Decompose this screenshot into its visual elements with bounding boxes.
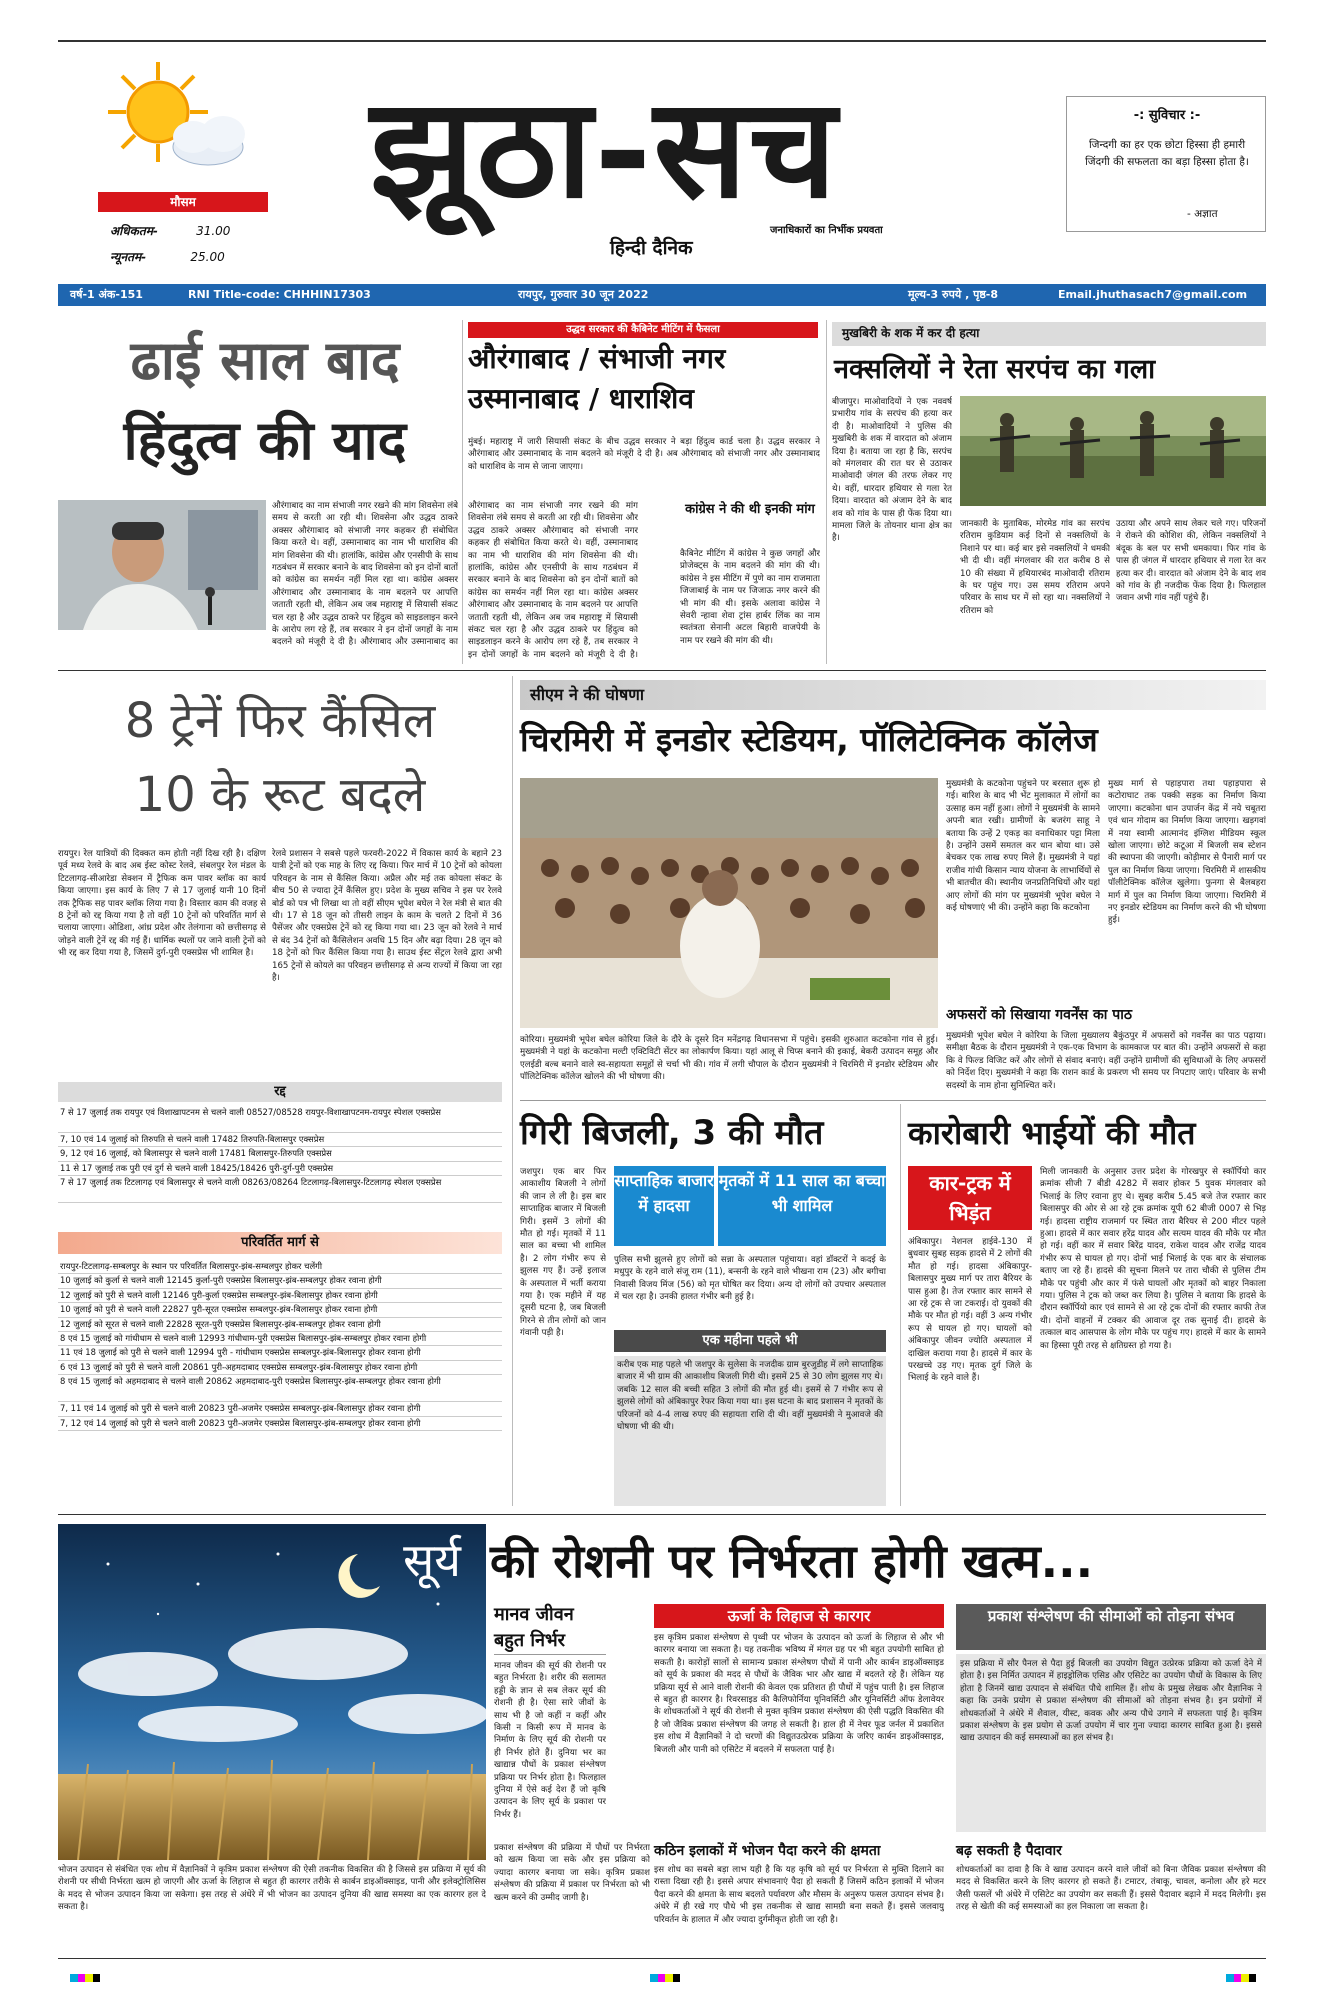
story2-lead: मुंबई। महाराष्ट्र में जारी सियासी संकट के बीच उद्धव सरकार ने बड़ा हिंदुत्व कार्ड चला है। उद्धव सरकार ने औरंगाबाद और उस्मानाबाद के नाम बदलने को मंजूरी दे दी है। अब औरंगाबाद को संभाजी नगर और उस्मानाबाद को धाराशिव के नाम से जाना जाएगा।	[468, 437, 820, 472]
story5-col1: मुख्यमंत्री के कटकोना पहुंचने पर बरसात शुरू हो गई। बारिश के बाद भी भेंट मुलाकात में लोगों का उत्साह कम नहीं हुआ। लोगों ने मुख्यमंत्री के सामने अपनी बात रखी। ग्रामीणों के बजरंग साहू ने बताया कि उन्हें 2 एकड़ का वनाधिकार पट्टा मिला है। उन्होंने उसमें समतल कर धान बोया था। उसे बेचकर एक लाख रुपए मिले हैं। मुख्यमंत्री ने यहां राजीव गांधी किसान न्याय योजना के लाभार्थियों से भी बातचीत की। स्थानीय जनप्रतिनिधियों और यहां आए लोगों की मांग पर मुख्यमंत्री भूपेश बघेल ने कई घोषणाएं भी की। उन्होंने कहा कि कटकोना	[946, 779, 1100, 914]
story5-sub-body: मुख्यमंत्री भूपेश बघेल ने कोरिया के जिला मुख्यालय बैकुंठपुर में अफसरों को गवर्नेंस का पाठ पढ़ाया। समीक्षा बैठक के दौरान मुख्यमंत्री ने एक-एक विभाग के कामकाज पर बात की। उन्होंने अफसरों से कहा कि वे फिल्ड विजिट करें और लोगों से संवाद बनाएं। वहीं उन्होंने ग्रामीणों की सुविधाओं के लिए अफसरों को निर्देश दिए। मुख्यमंत्री ने कहा कि राशन कार्ड के प्रकरण भी समय पर निपटाए जाएं। परिवार के सभी सदस्यों के नाम होना सुनिश्चित करें।	[946, 1031, 1266, 1091]
issue-number: वर्ष-1 अंक-151	[70, 288, 143, 301]
story1-body: औरंगाबाद का नाम संभाजी नगर रखने की मांग शिवसेना लंबे समय से करती आ रही थी। शिवसेना और उद्धव ठाकरे अक्सर औरंगाबाद को संभाजी नगर कहकर ही संबोधित किया करते थे। वहीं, उस्मानाबाद का नाम भी धाराशिव की मांग शिवसेना की थी। हालांकि, कांग्रेस और एनसीपी के साथ गठबंधन में सरकार बनाने के बाद शिवसेना को इन दोनों बातों को कांग्रेस का समर्थन नहीं मिल रहा था। कांग्रेस अक्सर औरंगाबाद और उस्मानाबाद के नाम बदलने पर आपत्ति जताती रहती थी, लेकिन अब जब महाराष्ट्र में सियासी संकट चल रहा है और उद्धव ठाकरे पर हिंदुत्व को साइडलाइन करने के आरोप लग रहे हैं, तब सरकार ने इन दोनों जगहों के नाम बदलने को मंजूरी दे दी है। औरंगाबाद और उस्मानाबाद का	[272, 501, 458, 648]
dateline: रायपुर, गुरुवार 30 जून 2022	[518, 288, 649, 301]
email-link[interactable]: Email.jhuthasach7@gmail.com	[1058, 288, 1248, 301]
story8-box1-body: इस कृत्रिम प्रकाश संश्लेषण से पृथ्वी पर भोजन के उत्पादन को ऊर्जा के लिहाज से और भी कारगर बनाया जा सकता है। यह तकनीक भविष्य में मंगल ग्रह पर भी बहुत उपयोगी साबित हो सकती है। कारोड़ों सालों से सामान्य प्रकाश संश्लेषण पौधों में पानी और कार्बन डाइऑक्साइड को सूर्य के प्रकाश की मदद से पौधों के जैविक भार और खाद्य में बदलते रहे हैं। लेकिन यह प्रक्रिया सूर्य से आने वाली रोशनी की केवल एक प्रतिशत ही पौधों में पहुंच पाती है। इस लिहाज से बहुत ही कारगर है। रिवरसाइड की कैलिफोर्निया यूनिवर्सिटी और यूनिवर्सिटी ऑफ डेलावेयर के शोधकर्ताओं ने सूर्य की रोशनी से मुक्त कृत्रिम प्रकाश संश्लेषण की ऐसी पद्धति विकसित की है जो जैविक प्रकाश संश्लेषण की जगह ले सकती है। हाल ही में नेचर फूड जर्नल में प्रकाशित इस शोध में वैज्ञानिकों ने दो चरणों की विद्युतउत्प्रेरक प्रक्रिया के जरिए कार्बन डाइऑक्साइड, बिजली और पानी को एसिटेट में बदलने में सफलता पाई है।	[654, 1633, 944, 1755]
story7-badge: कार-ट्रक में भिड़ंत	[908, 1166, 1032, 1230]
story4-col2: रेलवे प्रशासन ने सबसे पहले फरवरी-2022 में विकास कार्य के बहाने 23 यात्री ट्रेनों को एक माह के लिए रद्द किया। फिर मार्च में 10 ट्रेनों को कोयला परिवहन के नाम से कैंसिल किया। अप्रैल और मई तक कोयला संकट के बीच 50 से ज्यादा ट्रेनें कैंसिल हुए। प्रदेश के मुख्य सचिव ने इस पर रेलवे बोर्ड को पत्र भी लिखा था तो वहीं सीएम भूपेश बघेल ने रेल मंत्री से बात की थी। 17 से 18 जून को तीसरी लाइन के काम के चलते 2 दिनों में 36 पैसेंजर और एक्सप्रेस ट्रेनें को रद्द किया गया था। 23 जून को रेलवे ने मार्च से बंद 34 ट्रेनों को कैंसिलेशन अवधि 15 दिन और बढ़ा दिया। 28 जून को 18 ट्रेनों को फिर कैंसिल किया गया है। साउथ ईस्ट सेंट्रल रेलवे द्वारा अभी 165 ट्रेनों से कोयले का परिवहन छत्तीसगढ़ से अन्य राज्यों में किया जा रहा है।	[272, 849, 502, 984]
list-item: 11 से 17 जुलाई तक पुरी एवं दुर्ग से चलने वाली 18425/18426 पुरी-दुर्ग-पुरी एक्सप्रेस	[58, 1162, 502, 1176]
story7-col2: मिली जानकारी के अनुसार उत्तर प्रदेश के गोरखपुर से स्कॉर्पियो कार क्रमांक सीजी 7 बीडी 4282 में सवार होकर 5 युवक मंगलवार को भिलाई के लिए रवाना हुए थे। सुबह करीब 5.45 बजे तेज रफ्तार कार बिलासपुर की ओर से आ रहे ट्रक क्रमांक यूपी 62 बीजी 0007 से भिड़ गई। हादसा राष्ट्रीय राजमार्ग पर स्थित तारा बैरियर से 200 मीटर पहले हुआ। हादसे में कार सवार हरेंद्र यादव और सत्यम यादव की मौके पर मौत हो गई। वहीं कार में सवार बिरेंद्र यादव, राकेश यादव और राजेंद्र यादव गंभीर रूप से घायल हो गए। दोनों भाई भिलाई के एक बार के संचालक बताए जा रहे हैं। हादसे की सूचना मिलने पर तारा चौकी से पुलिस टीम मौके पर पहुंची और कार में फंसे घायलों और मृतकों को बाहर निकाला गया। पुलिस ने ट्रक को जब्त कर लिया है। पुलिस ने बताया कि हादसे के दौरान स्कॉर्पियो कार एवं सामने से आ रहे ट्रक दोनों की रफ्तार काफी तेज थी। दोनों वाहनों में टक्कर की आवाज दूर तक सुनाई दी। हादसे के तत्काल बाद आसपास के लोग मौके पर पहुंच गए। हादसे में कार के सामने का हिस्सा पूरी तरह से क्षतिग्रस्त हो गया है।	[1040, 1167, 1266, 1351]
story6-badge2: मृतकों में 11 साल का बच्चा भी शामिल	[718, 1166, 886, 1246]
story8-box3-head: कठिन इलाकों में भोजन पैदा करने की क्षमता	[654, 1843, 881, 1859]
story1-headline-line2: हिंदुत्व की याद	[123, 408, 407, 472]
story8-headline-prefix: सूर्य	[403, 1533, 461, 1587]
story8-box2-body: इस प्रक्रिया में सौर पैनल से पैदा हुई बिजली का उपयोग विद्युत उत्प्रेरक प्रक्रिया को ऊर्जा देने में होता है। इस निर्मित उत्पादन में हाइड्रोलिक एसिड और एसिटेट का उपयोग पौधों के विकास के लिए होता है जिनमें खाद्य उत्पादन से संबंधित पौधे शामिल हैं। शोध के प्रमुख लेखक और वैज्ञानिक ने कहा कि उनके प्रयोग से प्रकाश संश्लेषण की सीमाओं को तोड़ना संभव है। इन प्रयोगों में शोधकर्ताओं ने अंधेरे में शैवाल, यीस्ट, कवक और अन्य पौधे उगाने में सफलता पाई है। कृत्रिम प्रकाश संश्लेषण के इस प्रयोग से ऊर्जा उपयोग में चार गुना ज्यादा कारगर साबित हुआ है। इससे खाद्य उत्पादन की कई समस्याओं का हल संभव है।	[956, 1654, 1266, 1832]
thought-author: - अज्ञात	[1187, 208, 1218, 220]
story8-photo-caption: भोजन उत्पादन से संबंधित एक शोध में वैज्ञानिकों ने कृत्रिम प्रकाश संश्लेषण की ऐसी तकनीक विकसित की है जिससे इस प्रक्रिया में सूर्य की रोशनी पर सीधी निर्भरता खत्म हो जाएगी और ऊर्जा के लिहाज से बहुत ही कारगर तरीके से कार्बन डाइऑक्साइड, पानी और इलेक्ट्रोलिसिस के मदद से भोजन उत्पादन किया जा सकेगा। इस तरह से अंधेरे में भी भोजन का उत्पादन दुनिया की खाद्य समस्या का एक कारगर हल दे सकता है।	[58, 1865, 486, 1913]
top-rule	[58, 40, 1266, 42]
uddhav-thackeray-photo	[58, 500, 266, 630]
story8-box3-body: इस शोध का सबसे बड़ा लाभ यही है कि यह कृषि को सूर्य पर निर्भरता से मुक्ति दिलाने का रास्ता दिखा रही है। इससे अपार संभावनाएं पैदा हो सकती हैं जिसमें कठिन इलाकों में भोजन पैदा करने की क्षमता के साथ बदलते पर्यावरण और मौसम के अनुरूप फसल उत्पादन संभव है। अंधेरे में ही रखे गए पौधे भी इस तकनीक से खाद्य सामग्री बना सकते हैं। इससे जलवायु परिवर्तन के हालात में और ज्यादा दुर्गमीकृत होती जा रही है।	[654, 1865, 944, 1925]
story5-headline: चिरमिरी में इनडोर स्टेडियम, पॉलिटेक्निक कॉलेज	[520, 720, 1098, 759]
price: मूल्य-3 रुपये , पृष्ठ-8	[908, 288, 999, 301]
story2-body: औरंगाबाद का नाम संभाजी नगर रखने की मांग शिवसेना लंबे समय से करती आ रही थी। शिवसेना और उद्धव ठाकरे अक्सर औरंगाबाद को संभाजी नगर कहकर ही संबोधित किया करते थे। वहीं, उस्मानाबाद का नाम भी धाराशिव की मांग शिवसेना की थी। हालांकि, कांग्रेस और एनसीपी के साथ गठबंधन में सरकार बनाने के बाद शिवसेना को इन दोनों बातों को कांग्रेस का समर्थन नहीं मिल रहा था। कांग्रेस अक्सर औरंगाबाद और उस्मानाबाद के नाम बदलने पर आपत्ति जताती रहती थी, लेकिन अब जब महाराष्ट्र में सियासी संकट चल रहा है और उद्धव ठाकरे पर हिंदुत्व को साइडलाइन करने के आरोप लग रहे हैं, तब सरकार ने इन दोनों जगहों के नाम बदलने को मंजूरी दे दी है।	[468, 501, 638, 660]
rerouted-head: परिवर्तित मार्ग से	[58, 1232, 502, 1254]
cm-meeting-photo	[520, 778, 938, 1028]
story5-sub-head: अफसरों को सिखाया गवर्नेंस का पाठ	[946, 1007, 1132, 1023]
list-item: 12 जुलाई को पुरी से चलने वाली 12146 पुरी-कुर्ला एक्सप्रेस सम्बलपुर-झंब-बिलासपुर होकर रवाना होगी	[58, 1289, 502, 1303]
story6-col1: जशपुर। एक बार फिर आकाशीय बिजली ने लोगों की जान ले ली है। इस बार साप्ताहिक बाजार में बिजली गिरी। इसमें 3 लोगों की मौत हो गई। मृतकों में 11 साल का बच्चा भी शामिल है। 2 लोग गंभीर रूप से झुलस गए हैं। उन्हें इलाज के अस्पताल में भर्ती कराया गया है। एक महीने में यह दूसरी घटना है, जब बिजली गिरने से तीन लोगों को जान गंवानी पड़ी है।	[520, 1167, 606, 1339]
list-item: 7 से 17 जुलाई तक टिटलागढ़ एवं बिलासपुर से चलने वाली 08263/08264 टिटलागढ़-बिलासपुर-टिटलागढ़ स्पेशल एक्सप्रेस	[58, 1176, 502, 1203]
thought-text: जिन्दगी का हर एक छोटा हिस्सा ही हमारी जिंदगी की सफलता का बड़ा हिस्सा होता है।	[1085, 139, 1249, 168]
newspaper-title: झूठा-सच	[370, 66, 839, 229]
story4-col1: रायपुर। रेल यात्रियों की दिक्कत कम होती नहीं दिख रही है। दक्षिण पूर्व मध्य रेलवे के बाद अब ईस्ट कोस्ट रेलवे, संबलपुर रेल मंडल के टिटलागढ़-सीआरेडा सेक्शन में ट्रैफिक कम पावर ब्लॉक का कार्य किया जाएगा। इस कार्य के लिए 7 से 17 जुलाई यानी 10 दिनों तक ट्रैफिक सह पावर ब्लॉक लिया गया है। विस्तार काम की वजह से 8 ट्रेनों को रद्द किया गया है तो वहीं 10 ट्रेनों को परिवर्तित मार्ग से चलाया जाएगा। ओडिशा, आंध्र प्रदेश और तेलंगाना को छत्तीसगढ़ से जोड़ने वाली ट्रेनें रद्द की गई हैं। धार्मिक स्थलों पर जाने वाली ट्रेनों को भी रद्द कर दिया गया है, जिसमें दुर्ग-पुरी एक्सप्रेस भी शामिल है।	[58, 849, 266, 959]
info-bar	[58, 284, 1266, 306]
thought-box	[1066, 96, 1266, 232]
story2-side-body: कैबिनेट मीटिंग में कांग्रेस ने कुछ जगहों और प्रोजेक्ट्स के नाम बदलने की मांग की थी। कांग्रेस ने इस मीटिंग में पुणे का नाम राजमाता जिजाबाई के नाम पर जिजाऊ नगर करने की भी मांग की थी। इसके अलावा कांग्रेस ने सेवरी न्हावा शेवा ट्रांस हार्बर लिंक का नाम स्वतंत्रता सेनानी अटल बिहारी वाजपेयी के नाम पर रखने की मांग की थी।	[680, 549, 820, 646]
list-item: रायपुर-टिटलागढ़-सम्बलपुर के स्थान पर परिवर्तित बिलासपुर-झंब-सम्बलपुर होकर चलेंगी	[58, 1260, 502, 1274]
cancelled-head: रद्द	[58, 1082, 502, 1102]
list-item: 8 एवं 15 जुलाई को अहमदाबाद से चलने वाली 20862 अहमदाबाद-पुरी एक्सप्रेस बिलासपुर-झंब-सम्बलपुर होकर रवाना होगी	[58, 1375, 502, 1402]
story3-kicker: मुखबिरी के शक में कर दी हत्या	[832, 322, 1266, 346]
story5-caption: कोरिया। मुख्यमंत्री भूपेश बघेल कोरिया जिले के दौरे के दूसरे दिन मनेंद्रगढ़ विधानसभा में पहुंचे। इसकी शुरुआत कटकोना गांव से हुई। मुख्यमंत्री ने यहां के कटकोना मल्टी एक्टिविटी सेंटर का लोकार्पण किया। यहां आलू से चिप्स बनाने की इकाई, बेकरी उत्पादन समूह और एलईडी बल्ब बनाने वाले स्व-सहायता समूहों से चर्चा भी की। गांव में लगी चौपाल के दौरान मुख्यमंत्री ने चिरमिरी में इनडोर स्टेडियम और पॉलिटेक्निक कॉलेज खोलने की भी घोषणा की।	[520, 1035, 938, 1083]
story8-intro-head: मानव जीवन बहुत निर्भर	[494, 1602, 606, 1655]
newspaper-tagline: जनाधिकारों का निर्भीक प्रयवता	[770, 225, 883, 236]
sun-cloud-icon	[98, 52, 268, 182]
story3-col2: जानकारी के मुताबिक, मोरमेड गांव का सरपंच रतिराम कुडियाम कई दिनों से नक्सलियों के निशाने पर था। कई बार इसे नक्सलियों ने धमकी भी दी थी। वहीं मंगलवार की रात करीब 8 से 10 की संख्या में हथियारबंद माओवादी रतिराम के घर पहुंच गए। उस समय रतिराम अपने परिवार के साथ घर में सो रहा था। नक्सलियों ने रतिराम को	[960, 519, 1110, 616]
weather-max: अधिकतम- 31.00	[110, 224, 231, 238]
list-item: 7, 10 एवं 14 जुलाई को तिरुपति से चलने वाली 17482 तिरुपति-बिलासपुर एक्सप्रेस	[58, 1133, 502, 1147]
story6-col2: पुलिस सभी झुलसे हुए लोगों को सन्ना के अस्पताल पहुंचाया। वहां डॉक्टरों ने कदई के मधुपुर के रहने वाले संजू राम (11), बन्सनी के रहने वाले भीखना राम (23) और बगीचा निवासी विजय मिंज (56) को मृत घोषित कर दिया। अन्य दो लोगों को उपचार अस्पताल में चल रहा है। उनकी हालत गंभीर बनी हुई है।	[614, 1255, 886, 1303]
rni-code: RNI Title-code: CHHHIN17303	[188, 288, 371, 301]
list-item: 7, 11 एवं 14 जुलाई को पुरी से चलने वाली 20823 पुरी-अजमेर एक्सप्रेस सम्बलपुर-झंब-बिलासपुर होकर रवाना होगी	[58, 1402, 502, 1416]
story5-kicker: सीएम ने की घोषणा	[520, 680, 1266, 710]
story2-side-head: कांग्रेस ने की थी इनकी मांग	[685, 502, 815, 517]
list-item: 7, 12 एवं 14 जुलाई को पुरी से चलने वाली 20823 पुरी-अजमेर एक्सप्रेस बिलासपुर-झंब-सम्बलपुर होकर रवाना होगी	[58, 1417, 502, 1431]
story2-headline-line1: औरंगाबाद / संभाजी नगर	[468, 342, 726, 375]
story3-col1: बीजापुर। माओवादियों ने एक नववर्ष प्रभारीय गांव के सरपंच की हत्या कर दी है। माओवादियों ने पुलिस की मुखबिरी के शक में वारदात को अंजाम दिया है। बताया जा रहा है कि, सरपंच को मंगलवार की रात घर से उठाकर माओवादी जंगल की तरफ लेकर गए थे। वहीं, धारदार हथियार से गला रेत दिया। वारदात को अंजाम देने के बाद शव को गांव के पास ही फेंक दिया था। मामला जिले के तोयनार थाना क्षेत्र का है।	[832, 397, 952, 544]
story5-col2: मुख्य मार्ग से पहाड़पारा तथा पहाड़पारा से कटोराघाट तक पक्की सड़क का निर्माण किया जाएगा। कटकोना धान उपार्जन केंद्र में नये चबूतरा एवं धान गोदाम का निर्माण किया जाएगा। खड़गवां में नया स्वामी आत्मानंद इंग्लिश मीडियम स्कूल खोला जाएगा। छोटे कटूआ में बिजली सब स्टेशन की स्थापना की जाएगी। कोड़ीमार से पैनारी मार्ग पर पुल का निर्माण किया जाएगा। चिरमिरी में शासकीय पॉलीटेक्निक कॉलेज खुलेगा। फुनगा से बैलबहरा मार्ग में पुल का निर्माण किया जाएगा। चिरमिरी में नए इनडोर स्टेडियम का निर्माण करने की भी घोषणा हुई।	[1108, 779, 1266, 926]
story6-sub-body: करीब एक माह पहले भी जशपुर के सुलेसा के नजदीक ग्राम बुरजुडीह में लगे साप्ताहिक बाजार में भी ग्राम की आकाशीय बिजली गिरी थी। इसमें 25 से 30 लोग झुलस गए थे। जबकि 12 साल की बच्ची सहित 3 लोगों की मौत हुई थी। इसमें से 7 गंभीर रूप से झुलसे लोगों को अंबिकापुर रेफर किया गया था। इस घटना के बाद प्रशासन ने मृतकों के परिजनों को 4-4 लाख रुपए की सहायता राशि दी थी। वहीं मुख्यमंत्री ने मुआवजे की घोषणा भी की थी।	[614, 1356, 886, 1506]
story8-intro-body: मानव जीवन की सूर्य की रोशनी पर बहुत निर्भरता है। शरीर की सलामत हड्डी के ज्ञान से सब लेकर सूर्य की रोशनी ही है। ऐसा सारे जीवों के साथ भी है जो कहीं न कहीं और किसी न किसी रूप में मानव के निर्माण के लिए सूर्य की रोशनी पर ही निर्भर होते हैं। दुनिया भर का खाद्यान्न पौधों के प्रकाश संश्लेषण प्रक्रिया पर निर्भर होता है। फिलहाल दुनिया में ऐसे कई देश हैं जो कृषि उत्पादन के लिए सूर्य के प्रकाश पर निर्भर हैं।	[494, 1661, 606, 1820]
story4-headline-line2: 10 के रूट बदले	[134, 767, 426, 823]
story2-headline-line2: उस्मानाबाद / धाराशिव	[468, 382, 694, 415]
list-item: 10 जुलाई को पुरी से चलने वाली 22827 पुरी-सूरत एक्सप्रेस सम्बलपुर-झंब-बिलासपुर होकर रवाना होगी	[58, 1303, 502, 1317]
list-item: 6 एवं 13 जुलाई को पुरी से चलने वाली 20861 पुरी-अहमदाबाद एक्सप्रेस सम्बलपुर-झंब-बिलासपुर होकर रवाना होगी	[58, 1361, 502, 1375]
story6-headline: गिरी बिजली, 3 की मौत	[520, 1113, 824, 1153]
story6-badge1: साप्ताहिक बाजार में हादसा	[614, 1166, 714, 1246]
story8-headline: की रोशनी पर निर्भरता होगी खत्म...	[490, 1534, 1094, 1588]
weather-box	[98, 52, 268, 274]
story8-box2-head: प्रकाश संश्लेषण की सीमाओं को तोड़ना संभव	[956, 1604, 1266, 1650]
story6-sub-head: एक महीना पहले भी	[614, 1330, 886, 1352]
story8-mid-body: प्रकाश संश्लेषण की प्रक्रिया में पौधों पर निर्भरता को खत्म किया जा सके और इस प्रक्रिया को ज्यादा कारगर बनाया जा सके। कृत्रिम प्रकाश संश्लेषण की प्रक्रिया में प्रकाश पर निर्भरता को भी खत्म करने की उम्मीद जागी है।	[494, 1843, 650, 1903]
rerouted-list	[58, 1260, 502, 1431]
story3-col3: उठाया और अपने साथ लेकर चले गए। परिजनों ने रोकने की कोशिश की, लेकिन नक्सलियों ने बंदूक के बल पर सभी धमकाया। फिर गांव के पास ही जंगल में धारदार हथियार से गला रेत कर हत्या कर दी। वारदात को अंजाम देने के बाद शव को गांव के ही नजदीक फेंक दिया है। फिलहाल जवान अभी गांव नहीं पहुंचे हैं।	[1116, 519, 1266, 604]
list-item: 9, 12 एवं 16 जुलाई, को बिलासपुर से चलने वाली 17481 बिलासपुर-तिरुपति एक्सप्रेस	[58, 1147, 502, 1161]
list-item: 11 एवं 18 जुलाई को पुरी से चलने वाली 12994 पुरी - गांधीधाम एक्सप्रेस सम्बलपुर-झंब-बिलासपुर होकर रवाना होगी	[58, 1346, 502, 1360]
story7-col1: अंबिकापुर। नेशनल हाईवे-130 में बुधवार सुबह सड़क हादसे में 2 लोगों की मौत हो गई। हादसा अंबिकापुर-बिलासपुर मुख्य मार्ग पर तारा बैरियर के पास हुआ है। तेज रफ्तार कार सामने से आ रहे ट्रक से जा टकराई। दो युवकों की मौके पर मौत हो गई। वहीं 3 अन्य गंभीर रूप से घायल हो गए। घायलों को अंबिकापुर जीवन ज्योति अस्पताल में दाखिल कराया गया है। हादसे में कार के परखच्चे उड़ गए। मृतक दुर्ग जिले के भिलाई के रहने वाले हैं।	[908, 1237, 1032, 1384]
registration-mark-center	[650, 1974, 680, 1982]
registration-mark-right	[1226, 1974, 1256, 1982]
story7-headline: कारोबारी भाईयों की मौत	[908, 1114, 1196, 1152]
weather-min: न्यूनतम- 25.00	[110, 250, 225, 264]
story2-kicker: उद्धव सरकार की कैबिनेट मीटिंग में फैसला	[468, 322, 818, 338]
story8-box4-body: शोधकर्ताओं का दावा है कि वे खाद्य उत्पादन करने वाले जीवों को बिना जैविक प्रकाश संश्लेषण की मदद से विकसित करने के लिए कारगर हो सकते हैं। टमाटर, तंबाकू, चावल, कनोला और हरे मटर जैसी फसलें भी अंधेरे में एसिटेट का उपयोग कर सकती हैं। इससे पैदावार बढ़ाने में मदद मिलेगी। इस तरह से खेती की कई समस्याओं का हल निकाला जा सकता है।	[956, 1865, 1266, 1913]
newspaper-subtitle: हिन्दी दैनिक	[610, 237, 693, 259]
story3-headline: नक्सलियों ने रेता सरपंच का गला	[834, 354, 1156, 385]
weather-label: मौसम	[98, 192, 268, 212]
story8-box1-head: ऊर्जा के लिहाज से कारगर	[654, 1604, 944, 1628]
list-item: 12 जुलाई को सूरत से चलने वाली 22828 सूरत-पुरी एक्सप्रेस बिलासपुर-झंब-सम्बलपुर होकर रवाना होगी	[58, 1318, 502, 1332]
list-item: 7 से 17 जुलाई तक रायपुर एवं विशाखापटनम से चलने वाली 08527/08528 रायपुर-विशाखापटनम-रायपुर स्पेशल एक्सप्रेस	[58, 1106, 502, 1133]
list-item: 8 एवं 15 जुलाई को गांधीधाम से चलने वाली 12993 गांधीधाम-पुरी एक्सप्रेस बिलासपुर-झंब-सम्बलपुर होकर रवाना होगी	[58, 1332, 502, 1346]
story8-box4-head: बढ़ सकती है पैदावार	[956, 1843, 1062, 1859]
thought-heading: -: सुविचार :-	[1133, 108, 1201, 123]
cancelled-list	[58, 1106, 502, 1203]
story1-headline-line1: ढाई साल बाद	[130, 328, 400, 392]
story4-headline-line1: 8 ट्रेनें फिर कैंसिल	[124, 693, 436, 749]
naxal-photo	[960, 396, 1266, 506]
list-item: 10 जुलाई को कुर्ला से चलने वाली 12145 कुर्ला-पुरी एक्सप्रेस बिलासपुर-झंब-सम्बलपुर होकर रवाना होगी	[58, 1274, 502, 1288]
registration-mark-left	[70, 1974, 100, 1982]
